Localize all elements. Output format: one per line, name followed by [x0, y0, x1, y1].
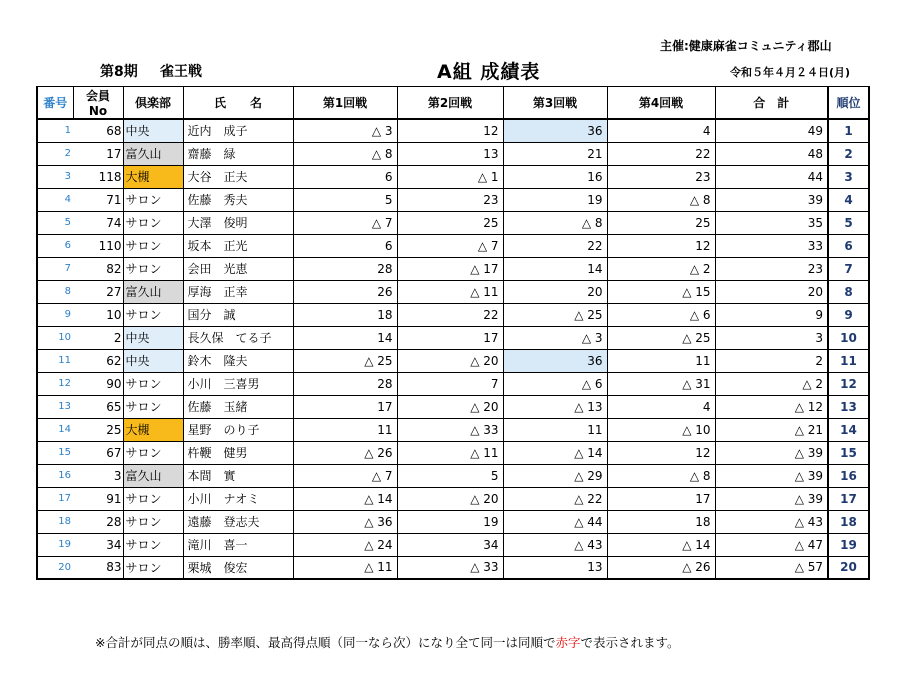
row-index: 16 [37, 464, 73, 487]
rank: 15 [828, 441, 869, 464]
member-no: 2 [73, 326, 123, 349]
total-score: △ 21 [715, 418, 828, 441]
document-title: A組 成績表 [437, 61, 541, 83]
round4-score: 11 [607, 349, 715, 372]
total-score: 23 [715, 257, 828, 280]
member-no: 91 [73, 487, 123, 510]
row-index: 13 [37, 395, 73, 418]
club-name: サロン [123, 487, 183, 510]
round1-score: 26 [293, 280, 397, 303]
round3-score: △ 29 [503, 464, 607, 487]
club-name: 大槻 [123, 165, 183, 188]
round3-score: △ 22 [503, 487, 607, 510]
round1-score: △ 8 [293, 142, 397, 165]
table-row [37, 556, 869, 579]
rank: 20 [828, 556, 869, 579]
rank: 4 [828, 188, 869, 211]
round1-score: △ 26 [293, 441, 397, 464]
row-index: 7 [37, 257, 73, 280]
round3-score: 36 [503, 119, 607, 142]
club-name: サロン [123, 188, 183, 211]
round1-score: 14 [293, 326, 397, 349]
total-score: 48 [715, 142, 828, 165]
row-index: 11 [37, 349, 73, 372]
col-header-member-no: 会員No [73, 87, 123, 120]
round1-score: 18 [293, 303, 397, 326]
rank: 10 [828, 326, 869, 349]
club-name: サロン [123, 234, 183, 257]
round2-score: 7 [397, 372, 503, 395]
round2-score: △ 1 [397, 165, 503, 188]
row-index: 20 [37, 556, 73, 579]
round1-score: △ 7 [293, 211, 397, 234]
round1-score: △ 36 [293, 510, 397, 533]
player-name: 長久保 てる子 [183, 326, 293, 349]
round2-score: 34 [397, 533, 503, 556]
club-name: 中央 [123, 349, 183, 372]
player-name: 栗城 俊宏 [183, 556, 293, 579]
round3-score: △ 13 [503, 395, 607, 418]
round4-score: 4 [607, 395, 715, 418]
member-no: 17 [73, 142, 123, 165]
total-score: △ 43 [715, 510, 828, 533]
row-index: 4 [37, 188, 73, 211]
table-row [37, 372, 869, 395]
player-name: 会田 光恵 [183, 257, 293, 280]
rank: 12 [828, 372, 869, 395]
table-row [37, 257, 869, 280]
club-name: サロン [123, 533, 183, 556]
round2-score: 5 [397, 464, 503, 487]
member-no: 68 [73, 119, 123, 142]
round1-score: △ 7 [293, 464, 397, 487]
rank: 7 [828, 257, 869, 280]
document-date: 令和５年４月２４日(月) [730, 66, 851, 79]
round4-score: △ 26 [607, 556, 715, 579]
player-name: 厚海 正幸 [183, 280, 293, 303]
table-row [37, 533, 869, 556]
club-name: サロン [123, 211, 183, 234]
round1-score: 6 [293, 234, 397, 257]
total-score: 39 [715, 188, 828, 211]
round2-score: △ 7 [397, 234, 503, 257]
col-header-round2: 第2回戦 [397, 87, 503, 120]
results-table [36, 86, 870, 580]
total-score: 20 [715, 280, 828, 303]
rank: 11 [828, 349, 869, 372]
total-score: △ 39 [715, 464, 828, 487]
event-name: 雀王戦 [160, 64, 202, 80]
round2-score: 25 [397, 211, 503, 234]
round3-score: 14 [503, 257, 607, 280]
member-no: 83 [73, 556, 123, 579]
round2-score: 23 [397, 188, 503, 211]
row-index: 1 [37, 119, 73, 142]
round3-score: 19 [503, 188, 607, 211]
table-row [37, 349, 869, 372]
total-score: △ 39 [715, 487, 828, 510]
table-row [37, 234, 869, 257]
player-name: 小川 ナオミ [183, 487, 293, 510]
round2-score: △ 11 [397, 280, 503, 303]
round2-score: 22 [397, 303, 503, 326]
player-name: 本間 實 [183, 464, 293, 487]
rank: 14 [828, 418, 869, 441]
round3-score: 13 [503, 556, 607, 579]
total-score: △ 12 [715, 395, 828, 418]
member-no: 74 [73, 211, 123, 234]
total-score: 9 [715, 303, 828, 326]
round2-score: 17 [397, 326, 503, 349]
table-row [37, 165, 869, 188]
player-name: 国分 誠 [183, 303, 293, 326]
club-name: 富久山 [123, 142, 183, 165]
row-index: 9 [37, 303, 73, 326]
round4-score: △ 25 [607, 326, 715, 349]
organizer-label: 主催:健康麻雀コミュニティ郡山 [660, 39, 832, 53]
total-score: 33 [715, 234, 828, 257]
member-no: 10 [73, 303, 123, 326]
player-name: 大谷 正夫 [183, 165, 293, 188]
round4-score: △ 14 [607, 533, 715, 556]
col-header-round1: 第1回戦 [293, 87, 397, 120]
total-score: 2 [715, 349, 828, 372]
member-no: 82 [73, 257, 123, 280]
table-row [37, 188, 869, 211]
club-name: 富久山 [123, 464, 183, 487]
total-score: △ 47 [715, 533, 828, 556]
row-index: 14 [37, 418, 73, 441]
round1-score: 5 [293, 188, 397, 211]
total-score: 44 [715, 165, 828, 188]
club-name: サロン [123, 510, 183, 533]
col-header-name: 氏 名 [183, 87, 293, 120]
club-name: 大槻 [123, 418, 183, 441]
member-no: 65 [73, 395, 123, 418]
row-index: 15 [37, 441, 73, 464]
rank: 3 [828, 165, 869, 188]
round2-score: 13 [397, 142, 503, 165]
round4-score: 22 [607, 142, 715, 165]
round3-score: 11 [503, 418, 607, 441]
member-no: 27 [73, 280, 123, 303]
round4-score: △ 2 [607, 257, 715, 280]
total-score: 35 [715, 211, 828, 234]
rank: 19 [828, 533, 869, 556]
rank: 17 [828, 487, 869, 510]
round3-score: △ 25 [503, 303, 607, 326]
round4-score: △ 8 [607, 464, 715, 487]
round2-score: △ 11 [397, 441, 503, 464]
round2-score: △ 20 [397, 395, 503, 418]
col-header-total: 合 計 [715, 87, 828, 120]
round4-score: 4 [607, 119, 715, 142]
round4-score: △ 8 [607, 188, 715, 211]
round1-score: 6 [293, 165, 397, 188]
player-name: 鈴木 隆夫 [183, 349, 293, 372]
col-header-club: 倶楽部 [123, 87, 183, 120]
table-row [37, 303, 869, 326]
member-no: 62 [73, 349, 123, 372]
round1-score: 11 [293, 418, 397, 441]
club-name: サロン [123, 257, 183, 280]
col-header-round4: 第4回戦 [607, 87, 715, 120]
member-no: 118 [73, 165, 123, 188]
round4-score: △ 31 [607, 372, 715, 395]
player-name: 小川 三喜男 [183, 372, 293, 395]
round4-score: △ 15 [607, 280, 715, 303]
player-name: 齋藤 緑 [183, 142, 293, 165]
round4-score: 25 [607, 211, 715, 234]
footnote-red-text: 赤字 [555, 635, 581, 650]
round4-score: 17 [607, 487, 715, 510]
table-row [37, 510, 869, 533]
member-no: 34 [73, 533, 123, 556]
round3-score: △ 8 [503, 211, 607, 234]
rank: 8 [828, 280, 869, 303]
round4-score: 12 [607, 441, 715, 464]
round1-score: △ 25 [293, 349, 397, 372]
member-no: 71 [73, 188, 123, 211]
club-name: 中央 [123, 119, 183, 142]
player-name: 佐藤 玉緒 [183, 395, 293, 418]
footnote [95, 633, 680, 651]
rank: 16 [828, 464, 869, 487]
member-no: 110 [73, 234, 123, 257]
row-index: 5 [37, 211, 73, 234]
row-index: 17 [37, 487, 73, 510]
member-no: 25 [73, 418, 123, 441]
round2-score: △ 17 [397, 257, 503, 280]
round4-score: 12 [607, 234, 715, 257]
rank: 9 [828, 303, 869, 326]
rank: 5 [828, 211, 869, 234]
table-row [37, 211, 869, 234]
period-label: 第8期 [100, 64, 138, 80]
rank: 18 [828, 510, 869, 533]
round1-score: △ 11 [293, 556, 397, 579]
round3-score: 16 [503, 165, 607, 188]
club-name: サロン [123, 395, 183, 418]
total-score: △ 39 [715, 441, 828, 464]
round1-score: 28 [293, 372, 397, 395]
member-no: 3 [73, 464, 123, 487]
round2-score: △ 20 [397, 487, 503, 510]
round3-score: △ 14 [503, 441, 607, 464]
col-header-index: 番号 [37, 87, 73, 120]
player-name: 大澤 俊明 [183, 211, 293, 234]
round3-score: 22 [503, 234, 607, 257]
club-name: サロン [123, 441, 183, 464]
club-name: 富久山 [123, 280, 183, 303]
round4-score: △ 10 [607, 418, 715, 441]
player-name: 滝川 喜一 [183, 533, 293, 556]
table-row [37, 441, 869, 464]
header-row [37, 87, 869, 120]
member-no: 90 [73, 372, 123, 395]
col-header-round3: 第3回戦 [503, 87, 607, 120]
player-name: 杵鞭 健男 [183, 441, 293, 464]
round3-score: 20 [503, 280, 607, 303]
player-name: 遠藤 登志夫 [183, 510, 293, 533]
footnote-text: ※合計が同点の順は、勝率順、最高得点順（同一なら次）になり全て同一は同順で [95, 635, 556, 650]
row-index: 2 [37, 142, 73, 165]
club-name: サロン [123, 556, 183, 579]
row-index: 6 [37, 234, 73, 257]
table-row [37, 487, 869, 510]
table-row [37, 280, 869, 303]
round2-score: 12 [397, 119, 503, 142]
round1-score: 17 [293, 395, 397, 418]
row-index: 18 [37, 510, 73, 533]
round3-score: 36 [503, 349, 607, 372]
round1-score: △ 24 [293, 533, 397, 556]
rank: 13 [828, 395, 869, 418]
club-name: サロン [123, 303, 183, 326]
table-row [37, 395, 869, 418]
table-row [37, 142, 869, 165]
total-score: 49 [715, 119, 828, 142]
player-name: 佐藤 秀夫 [183, 188, 293, 211]
row-index: 3 [37, 165, 73, 188]
table-row [37, 464, 869, 487]
club-name: 中央 [123, 326, 183, 349]
round1-score: △ 14 [293, 487, 397, 510]
round4-score: 18 [607, 510, 715, 533]
total-score: △ 57 [715, 556, 828, 579]
player-name: 坂本 正光 [183, 234, 293, 257]
table-row [37, 326, 869, 349]
round3-score: △ 6 [503, 372, 607, 395]
player-name: 近内 成子 [183, 119, 293, 142]
round4-score: 23 [607, 165, 715, 188]
round3-score: 21 [503, 142, 607, 165]
table-row [37, 119, 869, 142]
round3-score: △ 43 [503, 533, 607, 556]
row-index: 19 [37, 533, 73, 556]
round3-score: △ 44 [503, 510, 607, 533]
row-index: 10 [37, 326, 73, 349]
round1-score: △ 3 [293, 119, 397, 142]
footnote-text-end: で表示されます。 [580, 635, 680, 650]
total-score: △ 2 [715, 372, 828, 395]
rank: 6 [828, 234, 869, 257]
row-index: 12 [37, 372, 73, 395]
table-row [37, 418, 869, 441]
round2-score: △ 20 [397, 349, 503, 372]
member-no: 28 [73, 510, 123, 533]
col-header-rank: 順位 [828, 87, 869, 120]
round2-score: △ 33 [397, 418, 503, 441]
round1-score: 28 [293, 257, 397, 280]
round2-score: 19 [397, 510, 503, 533]
round3-score: △ 3 [503, 326, 607, 349]
rank: 2 [828, 142, 869, 165]
round4-score: △ 6 [607, 303, 715, 326]
total-score: 3 [715, 326, 828, 349]
round2-score: △ 33 [397, 556, 503, 579]
rank: 1 [828, 119, 869, 142]
player-name: 星野 のり子 [183, 418, 293, 441]
club-name: サロン [123, 372, 183, 395]
row-index: 8 [37, 280, 73, 303]
member-no: 67 [73, 441, 123, 464]
